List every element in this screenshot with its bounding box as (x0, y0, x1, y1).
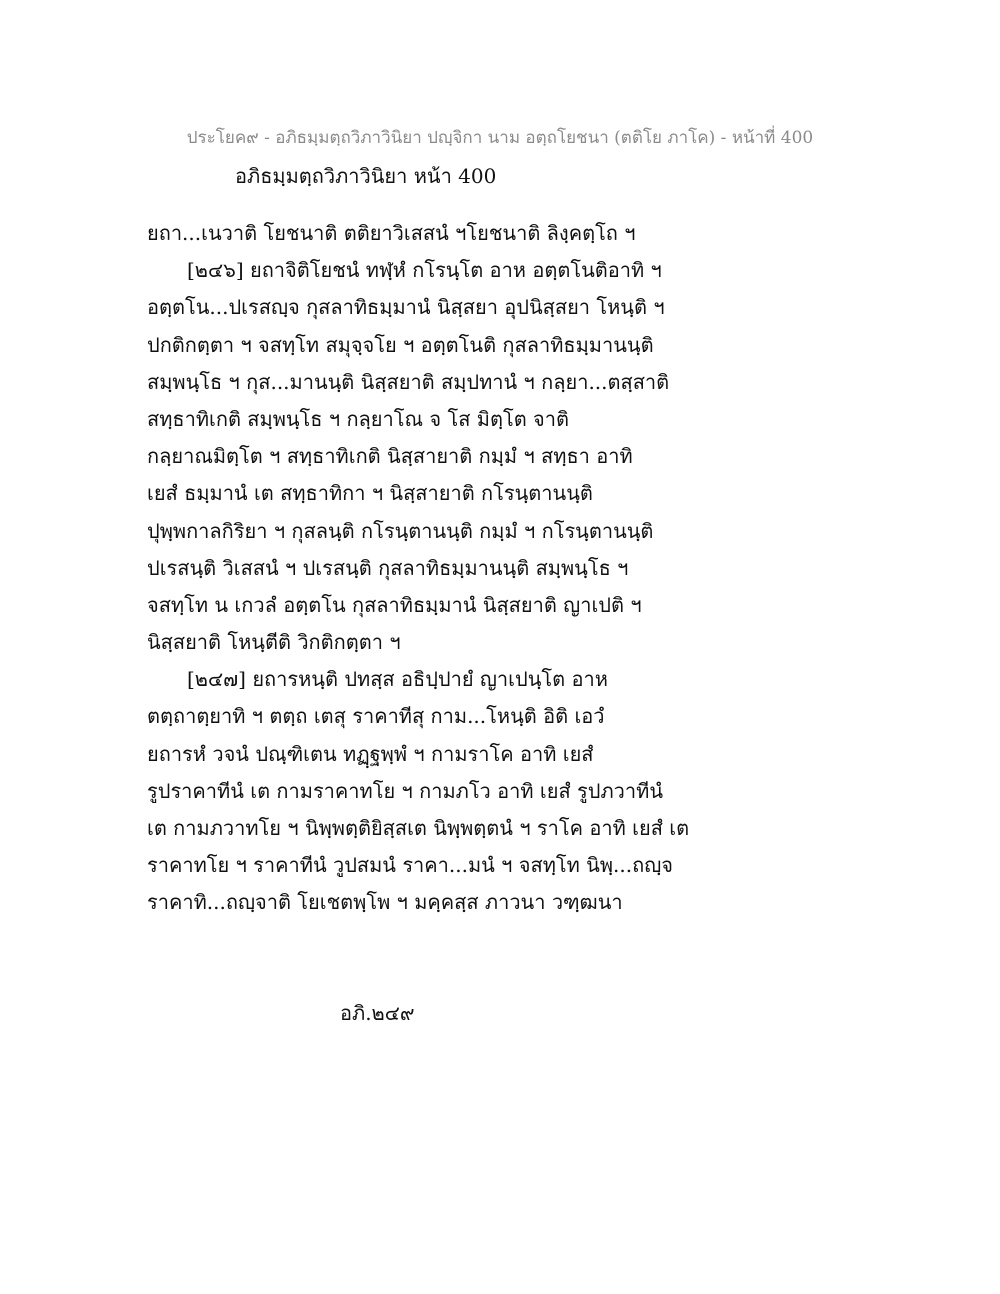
footer-reference: อภิ.๒๔๙ (340, 1001, 415, 1025)
text-line: กลฺยาณมิตฺโต ฯ สทฺธาทิเกติ นิสฺสายาติ กมฺมํ ฯ สทฺธา อาทิ (147, 444, 633, 469)
text-line: ปกติกตฺตา ฯ จสทฺโท สมุจฺจโย ฯ อตฺตโนติ กุสลาทิธมฺมานนฺติ (147, 332, 654, 357)
text-line: [๒๔๗] ยถารหนฺติ ปทสฺส อธิปฺปายํ ญาเปนฺโต อาห (187, 667, 608, 692)
running-header: ประโยค๙ - อภิธมฺมตฺถวิภาวินิยา ปญฺจิกา นาม อตฺถโยชนา (ตติโย ภาโค) - หน้าที่ 400 (186, 128, 814, 148)
text-line: ตตฺถาตฺยาทิ ฯ ตตฺถ เตสุ ราคาทีสุ กาม...โหนฺติ อิติ เอวํ (147, 704, 605, 729)
text-line: ราคาทิ...ถญฺจาติ โยเชตพฺโพ ฯ มคฺคสฺส ภาวนา วฑฺฒนา (147, 890, 623, 915)
text-line: ยถารหํ วจนํ ปณฺฑิเตน ทฏฺฐพฺพํ ฯ กามราโค อาทิ เยสํ (147, 741, 594, 766)
page-title: อภิธมฺมตฺถวิภาวินิยา หน้า 400 (235, 164, 497, 188)
text-line: นิสฺสยาติ โหนฺตีติ วิกติกตฺตา ฯ (147, 630, 401, 655)
text-line: ปเรสนฺติ วิเสสนํ ฯ ปเรสนฺติ กุสลาทิธมฺมานนฺติ สมฺพนฺโธ ฯ (147, 555, 629, 580)
text-line: เต กามภวาทโย ฯ นิพฺพตฺติยิสฺสเต นิพฺพตฺตนํ ฯ ราโค อาทิ เยสํ เต (147, 816, 690, 840)
text-line: รูปราคาทีนํ เต กามราคาทโย ฯ กามภโว อาทิ เยสํ รูปภวาทีนํ (147, 778, 663, 803)
text-line: [๒๔๖] ยถาจิติโยชนํ ทฬฺหํ กโรนฺโต อาห อตฺตโนติอาทิ ฯ (187, 258, 662, 283)
text-line: สมฺพนฺโธ ฯ กุส...มานนฺติ นิสฺสยาติ สมฺปทานํ ฯ กลฺยา...ตสฺสาติ (147, 369, 670, 394)
text-line: ยถา...เนวาติ โยชนาติ ตติยาวิเสสนํ ฯโยชนาติ ลิงฺคตฺโถ ฯ (147, 221, 636, 245)
text-line: สทฺธาทิเกติ สมฺพนฺโธ ฯ กลฺยาโณ จ โส มิตฺโต จาติ (147, 406, 569, 431)
text-line: ราคาทโย ฯ ราคาทีนํ วูปสมนํ ราคา...มนํ ฯ จสทฺโท นิพฺ...ถญฺจ (147, 853, 673, 878)
body-text (147, 215, 707, 922)
text-line: เยสํ ธมฺมานํ เต สทฺธาทิกา ฯ นิสฺสายาติ กโรนฺตานนฺติ (147, 481, 593, 506)
text-line: อตฺตโน...ปเรสญฺจ กุสลาทิธมฺมานํ นิสฺสยา อุปนิสฺสยา โหนฺติ ฯ (147, 295, 665, 320)
text-line: จสทฺโท น เกวลํ อตฺตโน กุสลาทิธมฺมานํ นิสฺสยาติ ญาเปติ ฯ (147, 592, 642, 617)
text-line: ปุพฺพกาลกิริยา ฯ กุสลนฺติ กโรนฺตานนฺติ กมฺมํ ฯ กโรนฺตานนฺติ (147, 518, 654, 543)
